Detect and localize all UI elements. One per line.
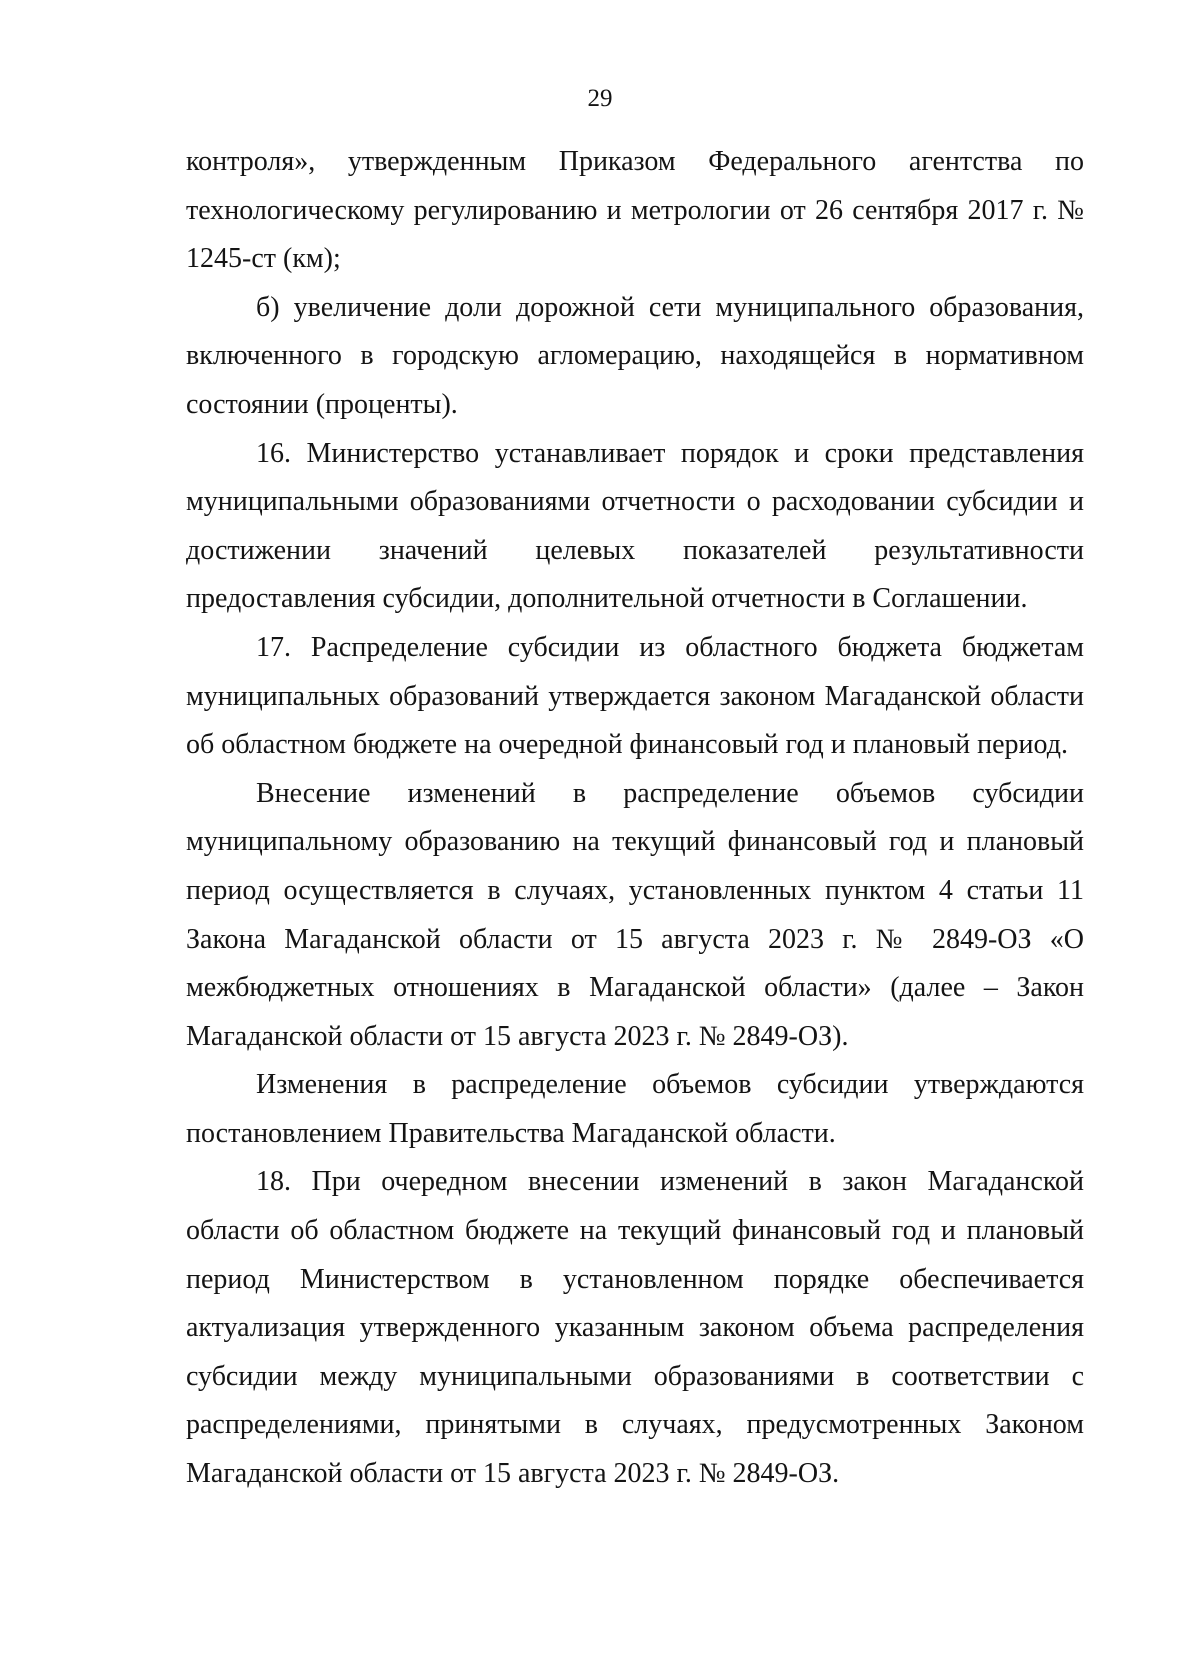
paragraph-continuation: контроля», утвержденным Приказом Федерального агентства по технологическому регулированию и метрологии от 26 сентября 2017 г. № 1245-ст (км);	[186, 146, 1084, 275]
paragraph-item-b: б) увеличение доли дорожной сети муниципального образования, включенного в городскую агломерацию, находящейся в нормативном состоянии (проценты).	[186, 291, 1084, 420]
paragraph-17-amendments: Внесение изменений в распределение объемов субсидии муниципальному образованию на текущий финансовый год и плановый период осуществляется в случаях, установленных пунктом 4 статьи 11 Закона Магаданской области от 15 августа 2023 г. № 2849-ОЗ «О межбюджетных отношениях в Магаданской области» (далее – Закон Магаданской области от 15 августа 2023 г. № 2849-ОЗ).	[186, 777, 1084, 1052]
page-number: 29	[587, 85, 613, 112]
paragraph-16: 16. Министерство устанавливает порядок и сроки представления муниципальными образованиями отчетности о расходовании субсидии и достижении значений целевых показателей результативности предоставления субсидии, дополнительной отчетности в Соглашении.	[186, 437, 1084, 615]
paragraph-18: 18. При очередном внесении изменений в закон Магаданской области об областном бюджете на текущий финансовый год и плановый период Министерством в установленном порядке обеспечивается актуализация утвержденного указанным законом объема распределения субсидии между муниципальными образованиями в соответствии с распределениями, принятыми в случаях, предусмотренных Законом Магаданской области от 15 августа 2023 г. № 2849-ОЗ.	[186, 1166, 1084, 1490]
paragraph-17: 17. Распределение субсидии из областного бюджета бюджетам муниципальных образований утверждается законом Магаданской области об областном бюджете на очередной финансовый год и плановый период.	[186, 631, 1084, 761]
paragraph-17-approval: Изменения в распределение объемов субсидии утверждаются постановлением Правительства Магаданской области.	[186, 1069, 1084, 1149]
document-body	[186, 138, 1084, 1499]
